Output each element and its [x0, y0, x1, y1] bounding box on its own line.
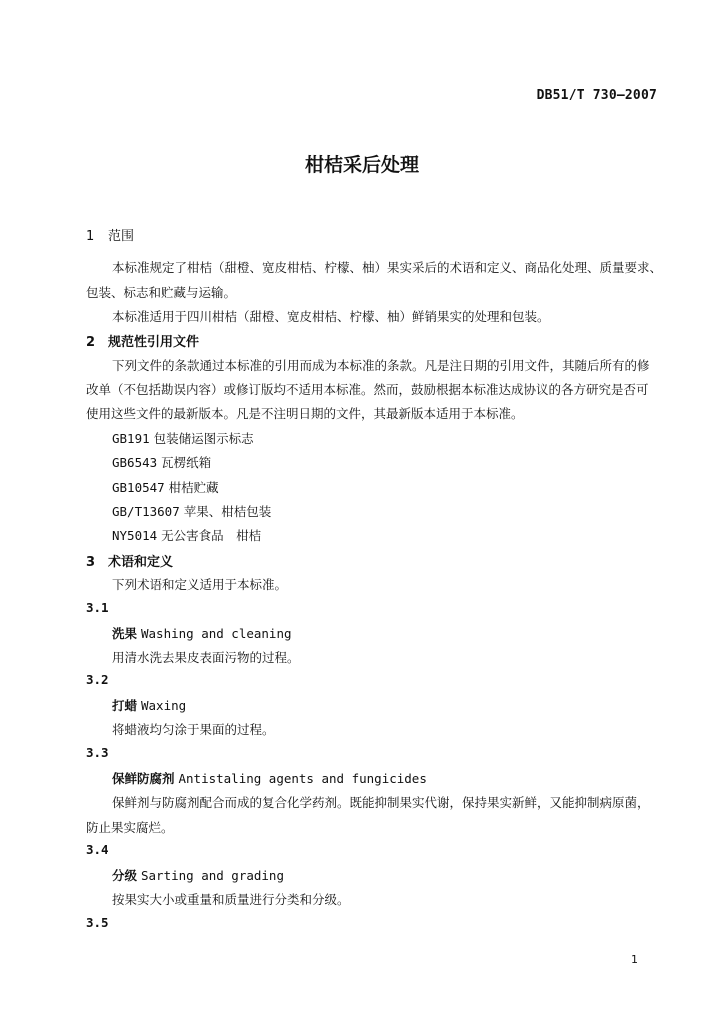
- reference-code: NY5014: [112, 528, 158, 543]
- paragraph-line: 下列术语和定义适用于本标准。: [112, 577, 288, 592]
- term-chinese: 打蜡: [112, 698, 138, 713]
- paragraph-line: 改单（不包括勘误内容）或修订版均不适用本标准。然而，鼓励根据本标准达成协议的各方研究是否可: [86, 382, 649, 397]
- reference-item: [112, 526, 261, 544]
- reference-code: GB/T13607: [112, 504, 180, 519]
- section-1-heading: [86, 225, 134, 244]
- reference-title: 瓦楞纸箱: [161, 455, 212, 470]
- subsection-number: 3.4: [86, 842, 109, 857]
- reference-item: [112, 453, 211, 471]
- reference-code: GB191: [112, 431, 150, 446]
- subsection-number: 3.3: [86, 745, 109, 760]
- term-definition: 保鲜剂与防腐剂配合而成的复合化学药剂。既能抑制果实代谢，保持果实新鲜，又能抑制病原菌，: [112, 795, 650, 810]
- reference-item: [112, 502, 271, 520]
- subsection-number: 3.5: [86, 915, 109, 930]
- section-2-heading: [86, 331, 199, 350]
- reference-item: [112, 478, 219, 496]
- reference-item: [112, 429, 254, 447]
- subsection-number: 3.1: [86, 600, 109, 615]
- section-number: 1: [86, 229, 95, 244]
- term-english: Antistaling agents and fungicides: [178, 771, 427, 786]
- term-chinese: 洗果: [112, 626, 138, 641]
- reference-title: 无公害食品 柑桔: [161, 528, 262, 543]
- term-definition: 将蜡液均匀涂于果面的过程。: [112, 722, 275, 737]
- paragraph-line: 本标准适用于四川柑桔（甜橙、宽皮柑桔、柠檬、柚）鲜销果实的处理和包装。: [112, 309, 550, 324]
- term-definition: 用清水洗去果皮表面污物的过程。: [112, 650, 300, 665]
- reference-title: 苹果、柑桔包装: [183, 504, 272, 519]
- term-entry: [112, 696, 186, 714]
- reference-code: GB10547: [112, 480, 165, 495]
- term-entry: [112, 624, 292, 642]
- section-number: 3: [86, 555, 96, 570]
- term-entry: [112, 866, 284, 884]
- section-title: 范围: [108, 229, 135, 244]
- section-number: 2: [86, 335, 96, 350]
- term-english: Washing and cleaning: [141, 626, 292, 641]
- document-title: 柑桔采后处理: [304, 154, 419, 176]
- standard-code: DB51/T 730—2007: [536, 88, 657, 103]
- reference-code: GB6543: [112, 455, 158, 470]
- section-title: 规范性引用文件: [108, 335, 200, 350]
- paragraph-line: 本标准规定了柑桔（甜橙、宽皮柑桔、柠檬、柚）果实采后的术语和定义、商品化处理、质量要求、: [112, 260, 663, 275]
- reference-title: 柑桔贮藏: [168, 480, 219, 495]
- paragraph-line: 包装、标志和贮藏与运输。: [86, 285, 237, 300]
- term-definition: 按果实大小或重量和质量进行分类和分级。: [112, 892, 350, 907]
- term-definition: 防止果实腐烂。: [86, 820, 174, 835]
- page-number: 1: [631, 953, 638, 966]
- term-english: Sarting and grading: [141, 868, 284, 883]
- subsection-number: 3.2: [86, 672, 109, 687]
- term-entry: [112, 769, 427, 787]
- section-title: 术语和定义: [108, 555, 174, 570]
- section-3-heading: [86, 551, 173, 570]
- term-english: Waxing: [141, 698, 187, 713]
- reference-title: 包装储运图示标志: [153, 431, 254, 446]
- term-chinese: 保鲜防腐剂: [112, 771, 175, 786]
- term-chinese: 分级: [112, 868, 138, 883]
- paragraph-line: 使用这些文件的最新版本。凡是不注明日期的文件，其最新版本适用于本标准。: [86, 406, 524, 421]
- paragraph-line: 下列文件的条款通过本标准的引用而成为本标准的条款。凡是注日期的引用文件，其随后所有的修: [112, 358, 650, 373]
